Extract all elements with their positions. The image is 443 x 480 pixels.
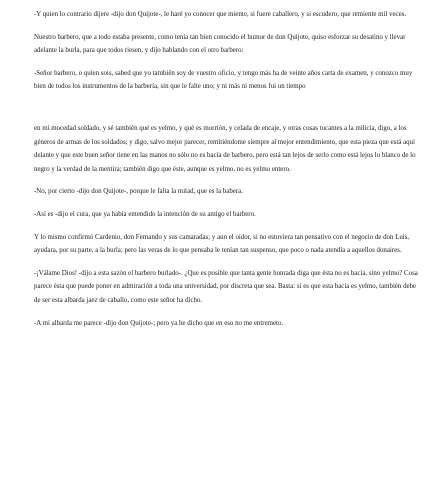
paragraph-barber-speech-continued: en mi mocedad soldado, y sé también qué es yelmo, y qué es morrión, y celada de encaje, y otras cosas tocantes a la milicia, digo, a los géneros de armas de los soldados; y digo, salvo mejor parecer, remitiéndome siempre al mejor entendimiento, que esta pieza que está aquí delante y que este buen señor tiene en las manos no sólo no es bacía de barbero, pero está tan lejos de serlo como está lejos lo blanco de lo negro y la verdad de la mentira; también digo que éste, aunque es yelmo, no es yelmo entero. (34, 124, 416, 173)
paragraph-quijote-albarda: -A mí albarda me parece -dijo don Quijote-; pero ya he dicho que en eso no me entremeto. (34, 319, 284, 327)
paragraph-quijote-challenge: -Y quien lo contrario dijere -dijo don Quijote-, le haré yo conocer que miente, si fuere caballero, y si escudero, que remiente mil veces. (34, 11, 407, 18)
paragraph-quijote-babera: -No, por cierto -dijo don Quijote-, porque le falta la mitad, que es la babera. (34, 188, 243, 196)
paragraph-barber-speech-start: -Señor barbero, o quien sois, sabed que yo también soy de vuestro oficio, y tengo más ha de veinte años carta de examen, y conozco muy bien de todos los instrumentos de la barbería, sin que le falte uno; y ni más ni menos fui un tiempo (34, 69, 413, 91)
paragraph-barber-protest: -¡Válame Dios! -dijo a esta sazón el barbero burlado-. ¿Que es posible que tanta gente honrada diga que ésta no es bacía, sino yelmo? Cosa parece ésta que puede poner en admiración a toda una universidad, por discreta que sea. Basta: si es que esta bacía es yelmo, también debe de ser esta albarda jaez de caballo, como este señor ha dicho. (34, 269, 418, 304)
paragraph-cura-reply: -Así es -dijo el cura, que ya había entendido la intención de su amigo el barbero. (34, 210, 256, 218)
paragraph-barber-narration: Nuestro barbero, que a todo estaba presente, como tenía tan bien conocido el humor de don Quijote, quiso esforzar su desatino y llevar adelante la burla, para que todos riesen, y dijo hablando con el otro barbero: (34, 33, 406, 55)
paragraph-cardenio-confirms: Y lo mismo confirmó Cardenio, don Fernando y sus camaradas; y aun el oidor, si no estuviera tan pensativo con el negocio de don Luis, ayudara, por su parte, a la burla; pero las veras de lo que pensaba le tenían tan suspenso, que poco o nada atendía a aquellos donaires. (34, 233, 410, 255)
document-page (34, 8, 420, 339)
